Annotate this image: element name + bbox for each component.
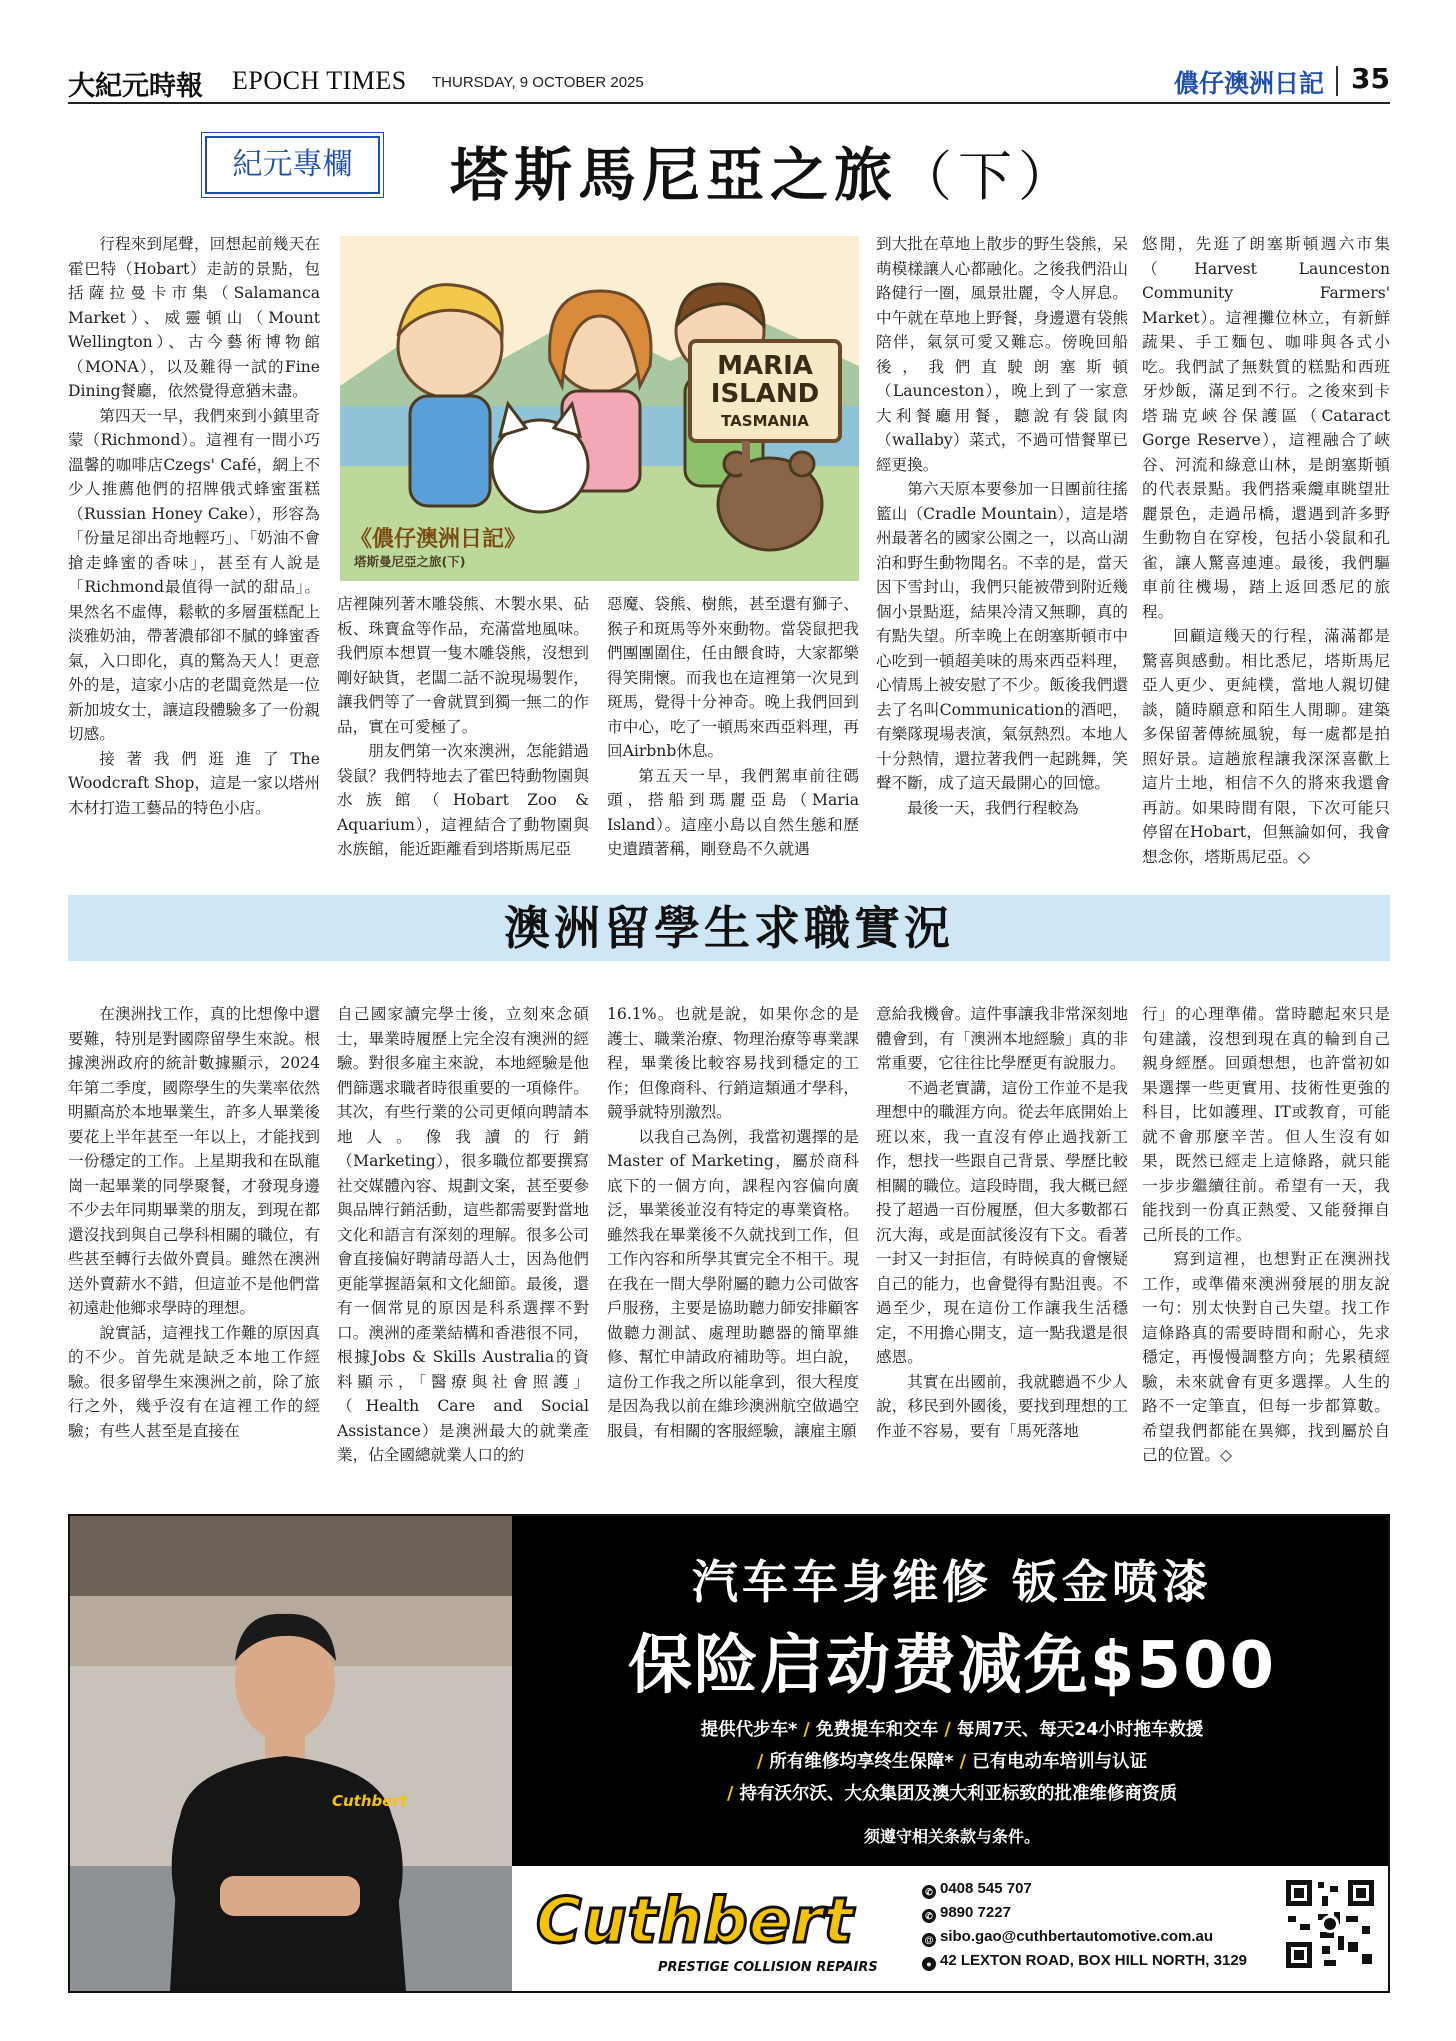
ad-services-line3: / 持有沃尔沃、大众集团及澳大利亚标致的批准维修商资质 <box>727 1784 1177 1804</box>
paragraph: 店裡陳列著木雕袋熊、木製水果、砧板、珠寶盒等作品，充滿當地風味。我們原本想買一隻木雕袋熊，沒想到剛好缺貨，老闆二話不說現場製作，讓我們等了一會就買到獨一無二的作品，實在可愛極了。 <box>337 595 589 736</box>
article2-col1 <box>68 1002 320 1497</box>
illustration <box>340 236 859 581</box>
article2-col2 <box>337 1002 589 1497</box>
paragraph: 說實話，這裡找工作難的原因真的不少。首先就是缺乏本地工作經驗。很多留學生來澳洲之前，除了旅行之外，幾乎沒有在這裡工作的經驗；有些人甚至是直接在 <box>68 1323 320 1440</box>
email-icon: @ <box>922 1933 936 1947</box>
article2-title: 澳洲留學生求職實況 <box>504 901 954 955</box>
paragraph: 第六天原本要參加一日團前往搖籃山（Cradle Mountain），這是塔州最著名的國家公園之一，以高山湖泊和野生動物聞名。不幸的是，當天因下雪封山，我們只能被帶到附近幾個小景點逛，結果冷清又無聊，真的有點失望。所幸晚上在朗塞斯頓市中心吃到一頓超美味的馬來西亞料理，心情馬上被安慰了不少。飯後我們還去了名叫Communication的酒吧，有樂隊現場表演，氣氛熱烈。本地人十分熱情，還拉著我們一起跳舞，笑聲不斷，成了這天最開心的回憶。 <box>876 480 1128 792</box>
article1-col4 <box>876 232 1128 877</box>
cuthbert-logo <box>536 1884 902 1980</box>
section-name: 儂仔澳洲日記 <box>1173 69 1324 98</box>
shirt-logo: Cuthbert <box>332 1792 408 1810</box>
header-rule <box>68 102 1390 104</box>
paragraph: 自己國家讀完學士後，立刻來念碩士，畢業時履歷上完全沒有澳洲的經驗。對很多雇主來說，本地經驗是他們篩選求職者時很重要的一項條件。其次，有些行業的公司更傾向聘請本地人。像我讀的行銷（Marketing），很多職位都要撰寫社交媒體內容、規劃文案，甚至要參與品牌行銷活動，這些都需要對當地文化和語言有深刻的理解。很多公司會直接偏好聘請母語人士，因為他們更能掌握語氣和文化細節。最後，還有一個常見的原因是科系選擇不對口。澳洲的產業結構和香港很不同，根據Jobs & Skills Australia的資料顯示，「醫療與社會照護」（Health Care and Social Assistance）是澳洲最大的就業產業，佔全國總就業人口的約 <box>337 1005 589 1464</box>
paragraph: 最後一天，我們行程較為 <box>907 798 1079 817</box>
logo-word: Cuthbert <box>536 1884 855 1957</box>
sign-line3: TASMANIA <box>721 412 809 430</box>
column-tag: 紀元專欄 <box>205 136 380 194</box>
paragraph: 到大批在草地上散步的野生袋熊，呆萌模樣讓人心都融化。之後我們沿山路健行一圈，風景壯麗，令人屏息。中午就在草地上野餐，身邊還有袋熊陪伴，氣氛可愛又難忘。傍晚回船後，我們直駛朗塞斯頓（Launceston），晚上到了一家意大利餐廳用餐，聽說有袋鼠肉（wallaby）菜式，不過可惜餐單已經更換。 <box>876 235 1128 474</box>
article1-col3 <box>607 592 859 877</box>
phone-icon: ✆ <box>922 1909 936 1923</box>
sign-line2: ISLAND <box>710 379 820 409</box>
ad-contact-panel <box>512 1866 1390 1991</box>
article1-col2 <box>337 592 589 877</box>
ad-terms: 须遵守相关条款与条件。 <box>863 1827 1040 1846</box>
article2-col3 <box>607 1002 859 1497</box>
illustration-caption: 《儂仔澳洲日記》 <box>350 527 527 552</box>
ad-headline-2: 保险启动费减免$500 <box>627 1629 1277 1703</box>
sign-line1: MARIA <box>717 351 813 381</box>
paragraph: 行程來到尾聲，回想起前幾天在霍巴特（Hobart）走訪的景點，包括薩拉曼卡市集（Salamanca Market）、威靈頓山（Mount Wellington）、古今藝術博物館（MONA），以及難得一試的Fine Dining餐廳，依然覺得意猶未盡。 <box>68 235 320 400</box>
location-pin-icon: ● <box>922 1957 936 1971</box>
page-header <box>68 62 1390 106</box>
issue-date: THURSDAY, 9 OCTOBER 2025 <box>432 74 644 91</box>
qr-icon <box>1282 1876 1378 1972</box>
service-item: 已有电动车培训与认证 <box>972 1752 1148 1772</box>
illustration-subcaption: 塔斯曼尼亞之旅(下) <box>354 554 466 569</box>
paragraph: 行」的心理準備。當時聽起來只是句建議，沒想到現在真的輪到自己親身經歷。回頭想想，也許當初如果選擇一些更實用、技術性更強的科目，比如護理、IT或教育，可能就不會那麼辛苦。但人生沒有如果，既然已經走上這條路，就只能一步步繼續往前。希望有一天，我能找到一份真正熱愛、又能發揮自己所長的工作。 <box>1142 1005 1390 1244</box>
logo-subtitle: PRESTIGE COLLISION REPAIRS <box>658 1960 878 1975</box>
phone-icon: ✆ <box>922 1885 936 1899</box>
paragraph: 16.1%。也就是說，如果你念的是護士、職業治療、物理治療等專業課程，畢業後比較容易找到穩定的工作；但像商科、行銷這類通才學科，競爭就特別激烈。 <box>607 1005 859 1121</box>
page-number: 35 <box>1351 62 1390 95</box>
service-item: 提供代步车* <box>700 1720 798 1740</box>
paragraph: 在澳洲找工作，真的比想像中還要難，特別是對國際留學生來說。根據澳洲政府的統計數據顯示，2024年第二季度，國際學生的失業率依然明顯高於本地畢業生，許多人畢業後要花上半年甚至一年以上，才能找到一份穩定的工作。上星期我和在臥龍崗一起畢業的同學聚餐，才發現身邊不少去年同期畢業的朋友，到現在都還沒找到與自己學科相關的職位，有些甚至轉行去做外賣員。雖然在澳洲送外賣薪水不錯，但這並不是他們當初遠赴他鄉求學時的理想。 <box>68 1005 320 1317</box>
paragraph: 第四天一早，我們來到小鎮里奇蒙（Richmond）。這裡有一間小巧溫馨的咖啡店Czegs' Café，網上不少人推薦他們的招牌俄式蜂蜜蛋糕（Russian Honey Cake），形容為「份量足卻出奇地輕巧」、「奶油不會搶走蜂蜜的香味」，甚至有人說是「Richmond最值得一試的甜品」。果然名不虛傳，鬆軟的多層蛋糕配上淡雅奶油，帶著濃郁卻不膩的蜂蜜香氣，入口即化，真的驚為天人！更意外的是，這家小店的老闆竟然是一位新加坡女士，讓這段體驗多了一份親切感。 <box>68 406 320 743</box>
service-item: 免费提车和交车 <box>815 1720 939 1740</box>
article1-title: 塔斯馬尼亞之旅（下） <box>450 141 1079 209</box>
qr-code[interactable] <box>1282 1876 1378 1972</box>
ad-services-line1: 提供代步车* / 免费提车和交车 / 每周7天、每天24小时拖车救援 <box>700 1720 1204 1740</box>
person-illustration <box>70 1516 512 1991</box>
article2-col4 <box>876 1002 1128 1497</box>
service-item: 所有维修均享终生保障* <box>769 1752 954 1772</box>
article1-col5 <box>1142 232 1390 877</box>
paragraph: 回顧這幾天的行程，滿滿都是驚喜與感動。相比悉尼，塔斯馬尼亞人更少、更純樸，當地人親切健談，隨時願意和陌生人閒聊。建築多保留著傳統風貌，每一處都是拍照好景。這趟旅程讓我深深喜歡上這片土地，相信不久的將來我還會再訪。如果時間有限，下次可能只停留在Hobart，但無論如何，我會想念你，塔斯馬尼亞。◇ <box>1142 627 1390 866</box>
address: ● 42 LEXTON ROAD, BOX HILL NORTH, 3129 <box>922 1952 1247 1971</box>
article2-col5 <box>1142 1002 1390 1497</box>
header-divider <box>1336 66 1338 96</box>
ad-services-line2: / 所有维修均享终生保障* / 已有电动车培训与认证 <box>756 1752 1148 1772</box>
ad-headline-1: 汽车车身维修 钣金喷漆 <box>691 1555 1212 1609</box>
paragraph: 不過老實講，這份工作並不是我理想中的職涯方向。從去年底開始上班以來，我一直沒有停止過找新工作，想找一些跟自己背景、學歷比較相關的職位。這段時間，我大概已經投了超過一百份履歷，但大多數都石沉大海，或是面試後沒有下文。看著一封又一封拒信，有時候真的會懷疑自己的能力，也會覺得有點沮喪。不過至少，現在這份工作讓我生活穩定，不用擔心開支，這一點我還是很感恩。 <box>876 1078 1128 1366</box>
email[interactable]: @ sibo.gao@cuthbertautomotive.com.au <box>922 1928 1213 1947</box>
paragraph: 第五天一早，我們駕車前往碼頭，搭船到瑪麗亞島（Maria Island）。這座小島以自然生態和歷史遺蹟著稱，剛登島不久就遇 <box>607 766 859 858</box>
paragraph: 接著我們逛進了The Woodcraft Shop，這是一家以塔州木材打造工藝品的特色小店。 <box>68 749 320 817</box>
service-item: 持有沃尔沃、大众集团及澳大利亚标致的批准维修商资质 <box>739 1784 1177 1804</box>
paragraph: 朋友們第一次來澳洲，怎能錯過袋鼠？我們特地去了霍巴特動物園與水族館（Hobart Zoo & Aquarium），這裡結合了動物園與水族館，能近距離看到塔斯馬尼亞 <box>337 742 589 858</box>
masthead-en: EPOCH TIMES <box>232 66 407 95</box>
paragraph: 以我自己為例，我當初選擇的是Master of Marketing，屬於商科底下的一個方向，課程內容偏向廣泛，畢業後並沒有特定的專業資格。雖然我在畢業後不久就找到工作，但工作內容和所學其實完全不相干。現在我在一間大學附屬的聽力公司做客戶服務，主要是協助聽力師安排顧客做聽力測試、處理助聽器的簡單維修、幫忙申請政府補助等。坦白說，這份工作我之所以能拿到，很大程度是因為我以前在維珍澳洲航空做過空服員，有相關的客服經驗，讓雇主願 <box>607 1127 859 1440</box>
phone-2[interactable]: ✆ 9890 7227 <box>922 1904 1011 1923</box>
paragraph: 寫到這裡，也想對正在澳洲找工作，或準備來澳洲發展的朋友說一句：別太快對自己失望。找工作這條路真的需要時間和耐心，先求穩定，再慢慢調整方向；先累積經驗，未來就會有更多選擇。人生的路不一定筆直，但每一步都算數。希望我們都能在異鄉，找到屬於自己的位置。◇ <box>1142 1250 1390 1464</box>
advertisement <box>68 1514 1390 1993</box>
paragraph: 意給我機會。這件事讓我非常深刻地體會到，有「澳洲本地經驗」真的非常重要，它往往比學歷更有說服力。 <box>876 1005 1128 1072</box>
paragraph: 其實在出國前，我就聽過不少人說，移民到外國後，要找到理想的工作並不容易，要有「馬死落地 <box>876 1372 1128 1440</box>
article2-title-banner <box>68 895 1390 961</box>
phone-1[interactable]: ✆ 0408 545 707 <box>922 1880 1032 1899</box>
paragraph: 惡魔、袋熊、樹熊，甚至還有獅子、猴子和斑馬等外來動物。當袋鼠把我們團團圍住，任由餵食時，大家都樂得笑開懷。而我也在這裡第一次見到斑馬，覺得十分神奇。晚上我們回到市中心，吃了一頓馬來西亞料理，再回Airbnb休息。 <box>607 595 859 760</box>
paragraph: 悠閒，先逛了朗塞斯頓週六市集（Harvest Launceston Community Farmers' Market）。這裡攤位林立，有新鮮蔬果、手工麵包、咖啡與各式小吃。我們試了無麩質的糕點和西班牙炒飯，滿足到不行。之後來到卡塔瑞克峽谷保護區（Cataract Gorge Reserve），這裡融合了峽谷、河流和綠意山林，是朗塞斯頓的代表景點。我們搭乘纜車眺望壯麗景色，走過吊橋，還遇到許多野生動物自在穿梭，包括小袋鼠和孔雀，讓人驚喜連連。最後，我們驅車前往機場，踏上返回悉尼的旅程。 <box>1142 235 1390 621</box>
ad-photo-person <box>70 1516 512 1991</box>
service-item: 每周7天、每天24小时拖车救援 <box>956 1720 1204 1740</box>
article1-col1 <box>68 232 320 877</box>
article1-title-suffix: （下） <box>898 145 1079 208</box>
masthead-cn: 大紀元時報 <box>68 71 203 102</box>
